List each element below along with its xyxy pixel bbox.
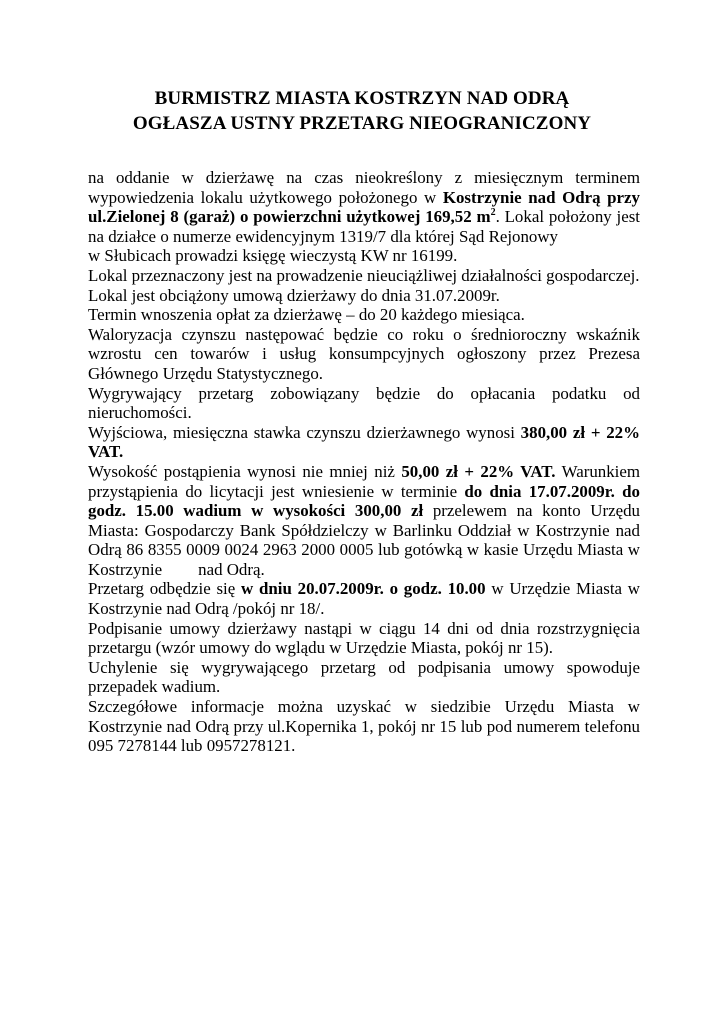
plot-description: . Lokal położony jest na działce o numerze ewidencyjnym 1319/7 dla której Sąd Rejonowy [88,207,640,246]
auction-location: w Urzędzie Miasta w Kostrzynie nad Odrą /pokój nr 18/. [88,579,640,619]
deposit-condition-text: Warunkiem przystąpienia do licytacji jest wniesienie w terminie [88,461,640,501]
starting-rent-label: Wyjściowa, miesięczna stawka czynszu dzierżawnego wynosi [88,422,521,442]
deposit-payment-details: przelewem na konto Urzędu Miasta: Gospodarczy Bank Spółdzielczy w Barlinku Oddział w Kostrzynie nad Odrą 86 8355 0009 0024 2963 2000 0005 lub gotówką w kasie Urzędu Miasta w Kostrzynie [88,501,640,579]
paragraph-existing-lease: Lokal jest obciążony umową dzierżawy do dnia 31.07.2009r. [88,285,500,305]
paragraph-starting-rent [88,423,640,462]
paragraph-contract-signing: Podpisanie umowy dzierżawy nastąpi w ciągu 14 dni od dnia rozstrzygnięcia przetargu (wzór umowy do wglądu w Urzędzie Miasta, pokój nr 15). [88,618,640,658]
announcement-body [88,168,640,756]
paragraph-property-tax: Wygrywający przetarg zobowiązany będzie do opłacania podatku od nieruchomości. [88,383,640,423]
premises-location: Kostrzynie nad Odrą przy ul.Zielonej 8 (garaż) o powierzchni użytkowej 169,52 m [88,187,640,227]
lease-subject-text: na oddanie w dzierżawę na czas nieokreślony z miesięcznym terminem wypowiedzenia lokalu użytkowego położonego w [88,168,640,207]
auction-date-time: w dniu 20.07.2009r. o godz. 10.00 [241,579,486,599]
paragraph-lease-subject [88,168,640,266]
announcement-title-line-2: OGŁASZA USTNY PRZETARG NIEOGRANICZONY [132,113,592,134]
deposit-deadline-amount: do dnia 17.07.2009r. do godz. 15.00 wadium w wysokości 300,00 zł [88,481,640,521]
paragraph-contact-info: Szczegółowe informacje można uzyskać w siedzibie Urzędu Miasta w Kostrzynie nad Odrą przy ul.Kopernika 1, pokój nr 15 lub pod numerem telefonu 095 7278144 lub 0957278121. [88,697,640,756]
deposit-payment-details-end: nad Odrą. [198,559,265,579]
paragraph-deposit-forfeit: Uchylenie się wygrywającego przetarg od podpisania umowy spowoduje przepadek wadium. [88,657,640,697]
paragraph-payment-deadline: Termin wnoszenia opłat za dzierżawę – do 20 każdego miesiąca. [88,305,525,325]
auction-date-label: Przetarg odbędzie się [88,579,242,599]
paragraph-bid-increment-deposit [88,462,640,580]
starting-rent-amount: 380,00 zł + 22% VAT. [88,422,640,462]
paragraph-intended-use: Lokal przeznaczony jest na prowadzenie nieuciążliwej działalności gospodarczej. [88,265,640,285]
announcement-title-line-1: BURMISTRZ MIASTA KOSTRZYN NAD ODRĄ [154,88,570,109]
bid-increment-label: Wysokość postąpienia wynosi nie mniej niż [88,461,402,481]
land-register-text: w Słubicach prowadzi księgę wieczystą KW nr 16199. [88,246,458,266]
paragraph-rent-indexation: Waloryzacja czynszu następować będzie co roku o średnioroczny wskaźnik wzrostu cen towarów i usług konsumpcyjnych ogłoszony przez Prezesa Głównego Urzędu Statystycznego. [88,324,640,383]
paragraph-auction-date [88,579,640,618]
bid-increment-amount: 50,00 zł + 22% VAT. [401,461,556,481]
area-unit-superscript: 2 [490,207,496,219]
